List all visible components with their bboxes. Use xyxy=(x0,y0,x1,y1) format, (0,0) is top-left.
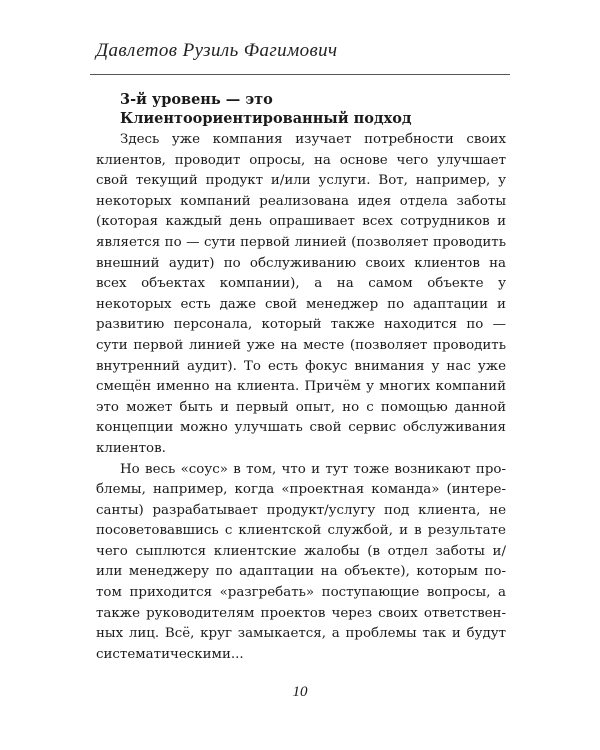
paragraph-1: Здесь уже компания изучает потребности своих клиентов, проводит опросы, на основе чего улучшает свой текущий продукт и/или услуги. Вот, например, у некоторых компаний реализована идея отдела заботы (которая каждый день опрашивает всех сотрудников и является по — сути первой линией (позволяет проводить внешний аудит) по обслуживанию своих клиентов на всех объектах компании), а на самом объекте у некоторых есть даже свой менеджер по адаптации и развитию персонала, который также находится по — сути первой линией уже на месте (позволяет проводить внутренний аудит). То есть фокус внимания у нас уже смещён именно на клиента. Причём у многих компаний это может быть и первый опыт, но с помощью данной концепции можно улучшать свой сервис обслуживания клиентов. xyxy=(96,132,506,456)
section-heading: 3-й уровень — это Клиентоориентированный подход xyxy=(120,91,412,127)
page-number: 10 xyxy=(292,684,308,700)
running-header-author: Давлетов Рузиль Фагимович xyxy=(96,40,338,61)
header-divider xyxy=(90,74,510,75)
paragraph-2: Но весь «соус» в том, что и тут тоже возникают проблемы, например, когда «проектная команда» (интересанты) разрабатывает продукт/услугу под клиента, не посоветовавшись с клиентской службой, и в результате чего сыплются клиентские жалобы (в отдел заботы и/ или менеджеру по адаптации на объекте), которым потом приходится «разгребать» поступающие вопросы, а также руководителям проектов через своих ответственных лиц. Всё, круг замыкается, а проблемы так и будут систематическими... xyxy=(96,461,506,662)
body-text xyxy=(96,130,506,665)
